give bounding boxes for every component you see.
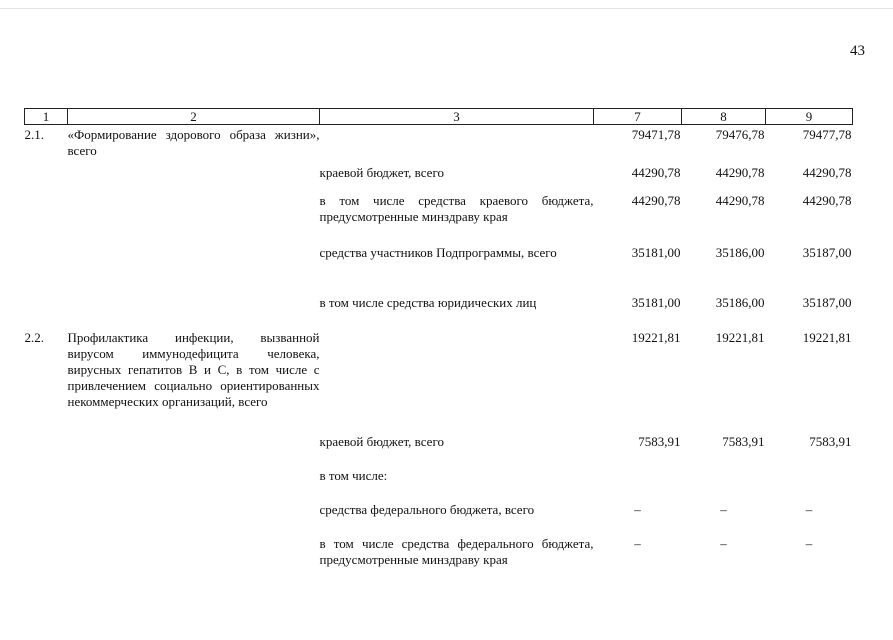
table-row (25, 328, 853, 432)
value-col-7: – (634, 501, 641, 517)
funding-source: в том числе средства федерального бюджета, предусмотренные минздраву края (319, 535, 594, 567)
funding-source: средства участников Подпрограммы, всего (319, 244, 557, 260)
funding-source: в том числе: (319, 467, 388, 483)
funding-table (24, 108, 853, 574)
funding-source: в том числе средства юридических лиц (319, 294, 537, 310)
activity-name (68, 243, 320, 293)
value-col-7: 35181,00 (631, 294, 681, 310)
value-col-7: 79471,78 (631, 127, 681, 142)
value-col-9: 44290,78 (802, 164, 852, 180)
table-row (25, 243, 853, 293)
table-row (25, 125, 853, 163)
value-col-9: 44290,78 (802, 192, 852, 208)
page-number: 43 (850, 43, 865, 59)
header-col-2: 2 (68, 109, 320, 125)
value-col-8: 35186,00 (715, 244, 765, 260)
activity-name (68, 163, 320, 191)
value-col-8 (682, 466, 766, 500)
value-col-7: – (634, 535, 641, 551)
value-col-8: 79476,78 (715, 127, 765, 142)
value-col-9 (766, 466, 853, 500)
funding-source: в том числе средства краевого бюджета, предусмотренные минздраву края (319, 192, 594, 224)
funding-source: краевой бюджет, всего (319, 433, 444, 449)
value-col-9: 7583,91 (809, 433, 852, 449)
value-col-8: 35186,00 (715, 294, 765, 310)
row-number (25, 293, 68, 328)
row-number (25, 191, 68, 243)
value-col-7: 7583,91 (638, 433, 681, 449)
value-col-7 (594, 466, 682, 500)
value-col-7: 35181,00 (631, 244, 681, 260)
activity-name (68, 432, 320, 466)
table-row (25, 191, 853, 243)
activity-name (68, 293, 320, 328)
page-top-edge (0, 8, 893, 9)
funding-source: краевой бюджет, всего (319, 164, 444, 180)
activity-name (68, 500, 320, 534)
row-number (25, 466, 68, 500)
table-row (25, 500, 853, 534)
table-row (25, 534, 853, 574)
value-col-7: 19221,81 (631, 329, 681, 345)
value-col-7: 44290,78 (631, 192, 681, 208)
activity-name: Профилактика инфекции, вызванной вирусом иммунодефицита человека, вирусных гепатитов В и С, в том числе с привлечением социально ориентированных некоммерческих организаций, всего (67, 329, 320, 409)
value-col-8: 44290,78 (715, 192, 765, 208)
value-col-9: 35187,00 (802, 294, 852, 310)
value-col-9: 19221,81 (802, 329, 852, 345)
funding-source (320, 125, 594, 163)
table-row (25, 432, 853, 466)
value-col-9: 35187,00 (802, 244, 852, 260)
value-col-8: – (720, 501, 727, 517)
header-col-3: 3 (320, 109, 594, 125)
row-number (25, 534, 68, 574)
value-col-7: 44290,78 (631, 164, 681, 180)
header-col-8: 8 (682, 109, 766, 125)
value-col-8: 7583,91 (722, 433, 765, 449)
row-number (25, 243, 68, 293)
header-col-9: 9 (766, 109, 853, 125)
value-col-8: 19221,81 (715, 329, 765, 345)
row-number: 2.2. (24, 329, 44, 345)
value-col-9: – (805, 535, 813, 551)
header-col-7: 7 (594, 109, 682, 125)
funding-source: средства федерального бюджета, всего (319, 501, 535, 517)
table-row (25, 293, 853, 328)
row-number (25, 432, 68, 466)
activity-name: «Формирование здорового образа жизни», всего (67, 127, 320, 158)
row-number (25, 163, 68, 191)
header-col-1: 1 (25, 109, 68, 125)
funding-source (320, 328, 594, 432)
value-col-8: – (720, 535, 727, 551)
value-col-9: – (805, 501, 813, 517)
value-col-8: 44290,78 (715, 164, 765, 180)
table-row (25, 163, 853, 191)
activity-name (68, 466, 320, 500)
row-number (25, 500, 68, 534)
activity-name (68, 534, 320, 574)
header-row (25, 109, 853, 125)
activity-name (68, 191, 320, 243)
row-number: 2.1. (24, 127, 44, 142)
table-row (25, 466, 853, 500)
value-col-9: 79477,78 (802, 127, 852, 142)
